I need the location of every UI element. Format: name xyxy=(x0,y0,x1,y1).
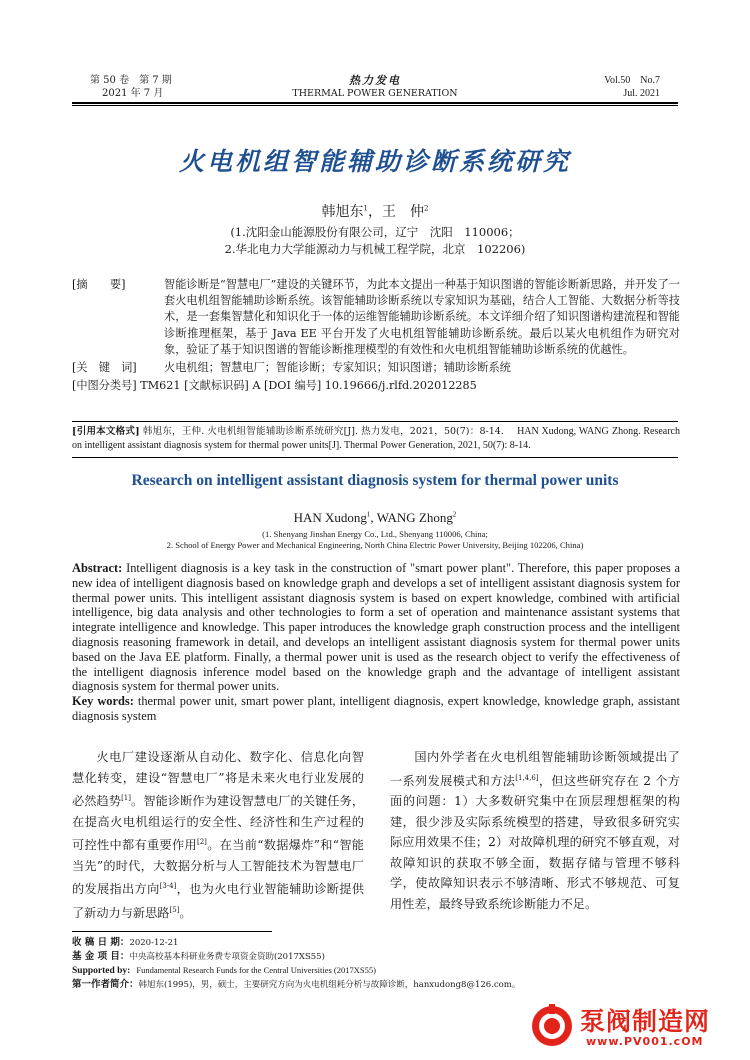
body-left-text-d: ，也为火电行业智能辅助诊断提供了新动力与新思路 xyxy=(72,882,365,920)
footnote-supported xyxy=(72,964,680,978)
header-center xyxy=(265,74,485,100)
ref-3: [3-4] xyxy=(159,882,177,891)
keywords-cn-label: [关 键 词] xyxy=(72,361,137,375)
doc-code-value: A xyxy=(252,379,261,393)
authors-cn xyxy=(60,201,690,221)
citation-text-cn: 韩旭东，王仲. 火电机组智能辅助诊断系统研究[J]. 热力发电，2021，50(7)：8-14. xyxy=(142,426,504,437)
footnote-supported-label: Supported by: xyxy=(72,966,131,976)
abstract-en xyxy=(72,561,680,724)
footnotes xyxy=(72,936,680,992)
ref-5: [1,4,6] xyxy=(515,773,539,782)
body-left-text-b: 。智能诊断作为建设智慧电厂的关键任务，在提高火电机组运行的安全性、经济性和生产过程的可控性中都有重要作用 xyxy=(72,794,365,853)
keywords-en-label: Key words: xyxy=(72,694,134,709)
watermark-brand: 泵阀制造网 xyxy=(580,1007,711,1036)
volume-issue-cn: 第 50 卷 第 7 期 xyxy=(90,75,172,86)
header-right xyxy=(560,74,660,100)
watermark xyxy=(530,1002,742,1050)
author-1-en: HAN Xudong xyxy=(293,510,367,525)
author-2-en-sup: 2 xyxy=(452,510,457,519)
citation-text-en-1: HAN Xudong, WANG xyxy=(517,426,609,437)
body-paragraph-left xyxy=(72,747,364,923)
abstract-en-text: Intelligent diagnosis is a key task in the construction of "smart power plant". Therefore, this paper proposes a new idea of intelligent diagnosis based on knowledge graph and develops a set of intelligent assistant diagnosis system for thermal power units. This intelligent assistant diagnosis system is based on expert knowledge, combined with artificial intelligence, big data analysis and other technologies to form a set of operation and maintenance assistant systems that integrate intelligence and knowledge. This paper introduces the knowledge graph construction process and the intelligent diagnosis reasoning framework in detail, and develops an intelligent assistant diagnosis system for thermal power units based on the Java EE platform. Finally, a thermal power unit is used as the research object to verify the effectiveness of the intelligent diagnosis inference model based on the knowledge graph and the advantage of intelligent assistant diagnosis system for thermal power units. xyxy=(72,561,680,694)
affiliations-cn xyxy=(60,224,690,258)
affiliations-en xyxy=(60,529,690,551)
body-column-right xyxy=(390,747,680,914)
watermark-url: www.PV001.cOM xyxy=(586,1035,704,1048)
citation xyxy=(72,425,680,453)
header-left xyxy=(90,74,210,100)
citation-label: [引用本文格式] xyxy=(72,426,140,437)
footnote-rule xyxy=(72,931,272,932)
doi-value: 10.19666/j.rlfd.202012285 xyxy=(324,379,477,393)
doi-label: [DOI 编号] xyxy=(263,379,322,393)
affiliation-en-1: (1. Shenyang Jinshan Energy Co., Ltd., Shenyang 110006, China; xyxy=(262,529,488,539)
ref-1: [1] xyxy=(121,794,131,802)
affiliation-cn-2: 2.华北电力大学能源动力与机械工程学院，北京 102206) xyxy=(224,242,526,256)
doc-code-label: [文献标识码] xyxy=(184,379,249,393)
abstract-cn-text: 智能诊断是“智慧电厂”建设的关键环节，为此本文提出一种基于知识图谱的智能诊断新思路，并开发了一套火电机组智能辅助诊断系统。该智能辅助诊断系统以专家知识为基础，结合人工智能、大数据分析等技术，是一套集智慧化和知识化于一体的运维智能辅助诊断系统。本文详细介绍了知识图谱构建流程和智能诊断推理框架，基于 Java EE 平台开发了火电机组智能辅助诊断系统。最后以某火电机组作为研究对象，验证了基于知识图谱的智能诊断推理模型的有效性和火电机组智能辅助诊断系统的优越性。 xyxy=(164,278,680,356)
date-cn: 2021 年 7 月 xyxy=(102,88,164,99)
volume-issue-en: Vol.50 No.7 xyxy=(604,75,660,86)
body-left-text-c: 。在当前“数据爆炸”和“智能当先”的时代，大数据分析与人工智能技术为智慧电厂的发展指出方向 xyxy=(72,838,364,897)
author-2-sup: 2 xyxy=(424,204,429,213)
keywords-cn-text: 火电机组；智慧电厂；智能诊断；专家知识；知识图谱；辅助诊断系统 xyxy=(164,361,511,375)
footnote-author xyxy=(72,978,680,992)
journal-name-en: THERMAL POWER GENERATION xyxy=(292,88,458,99)
abstract-cn-label: [摘 要] xyxy=(72,278,126,291)
abstract-cn xyxy=(72,277,680,394)
journal-name-cn: 热力发电 xyxy=(349,74,401,87)
footnote-author-text: 韩旭东(1995)，男，硕士，主要研究方向为火电机组耗分析与故障诊断，hanxudong8@126.com。 xyxy=(138,980,521,990)
affiliation-cn-1: (1.沈阳金山能源股份有限公司，辽宁 沈阳 110006； xyxy=(230,225,520,239)
footnote-received-label: 收 稿 日 期： xyxy=(72,937,130,948)
author-1-sup: 1 xyxy=(363,204,368,213)
abstract-en-label: Abstract: xyxy=(72,561,123,575)
author-2-en: WANG Zhong xyxy=(376,510,453,525)
footnote-received xyxy=(72,936,680,950)
author-en-sep: , xyxy=(370,510,377,525)
body-right-text-b: ，但这些研究存在 2 个方面的问题：1）大多数研究集中在顶层理想框架的构建，很少涉及实际系统模型的搭建，导致很多研究实际应用效果不佳；2）对故障机理的研究不够直观，对故障知识的获取不够全面，数据存储与管理不够科学，使故障知识表示不够清晰、形式不够规范、可复用性差，最终导致系统诊断能力不足。 xyxy=(390,773,680,911)
footnote-received-text: 2020-12-21 xyxy=(129,938,179,948)
ref-4: [5] xyxy=(169,905,180,914)
body-left-text-a: 火电厂建设逐渐从自动化、数字化、信息化向智慧化转变，建设“智慧电厂”将是未来火电行业发展的必然趋势 xyxy=(72,750,364,809)
author-1-cn: 韩旭东 xyxy=(321,204,364,220)
body-paragraph-right xyxy=(390,747,680,914)
classification-line xyxy=(72,378,680,394)
footnote-fund-label: 基 金 项 目： xyxy=(72,951,130,962)
title-cn: 火电机组智能辅助诊断系统研究 xyxy=(178,147,571,176)
footnote-supported-text: Fundamental Research Funds for the Central Universities (2017XS55) xyxy=(136,965,376,975)
body-right-text-a: 国内外学者在火电机组智能辅助诊断领域提出了一系列发展模式和方法 xyxy=(390,750,680,788)
watermark-logo-icon xyxy=(530,1004,574,1048)
header-rule-bottom xyxy=(72,105,678,106)
clc-label: [中图分类号] xyxy=(72,379,137,393)
header-rule-top xyxy=(72,102,678,104)
citation-rule-bottom xyxy=(72,457,678,458)
keywords-en-text: thermal power unit, smart power plant, intelligent diagnosis, expert knowledge, knowledge graph, assistant diagnosis system xyxy=(72,694,680,723)
authors-en xyxy=(60,510,690,526)
footnote-fund-text: 中央高校基本科研业务费专项资金资助(2017XS55) xyxy=(129,952,325,962)
citation-rule-top xyxy=(72,421,678,422)
author-1-en-sup: 1 xyxy=(366,510,371,519)
footnote-fund xyxy=(72,950,680,964)
date-en: Jul. 2021 xyxy=(623,88,660,99)
affiliation-en-2: 2. School of Energy Power and Mechanical Engineering, North China Electric Power University, Beijing 102206, China) xyxy=(166,540,584,550)
author-2-cn: 王 仲 xyxy=(382,204,424,220)
footnote-author-label: 第一作者简介： xyxy=(72,979,139,990)
citation-text-en-2: Zhong. Research on intelligent assistant diagnosis system for thermal power units[J]. Thermal Power Generation, 2021, 50(7): 8-14. xyxy=(72,426,680,451)
author-sep: ， xyxy=(368,204,382,220)
body-column-left xyxy=(72,747,364,923)
title-en: Research on intelligent assistant diagnosis system for thermal power units xyxy=(131,472,619,489)
body-left-text-e: 。 xyxy=(179,905,192,920)
ref-2: [2] xyxy=(196,838,207,847)
clc-value: TM621 xyxy=(140,379,181,393)
